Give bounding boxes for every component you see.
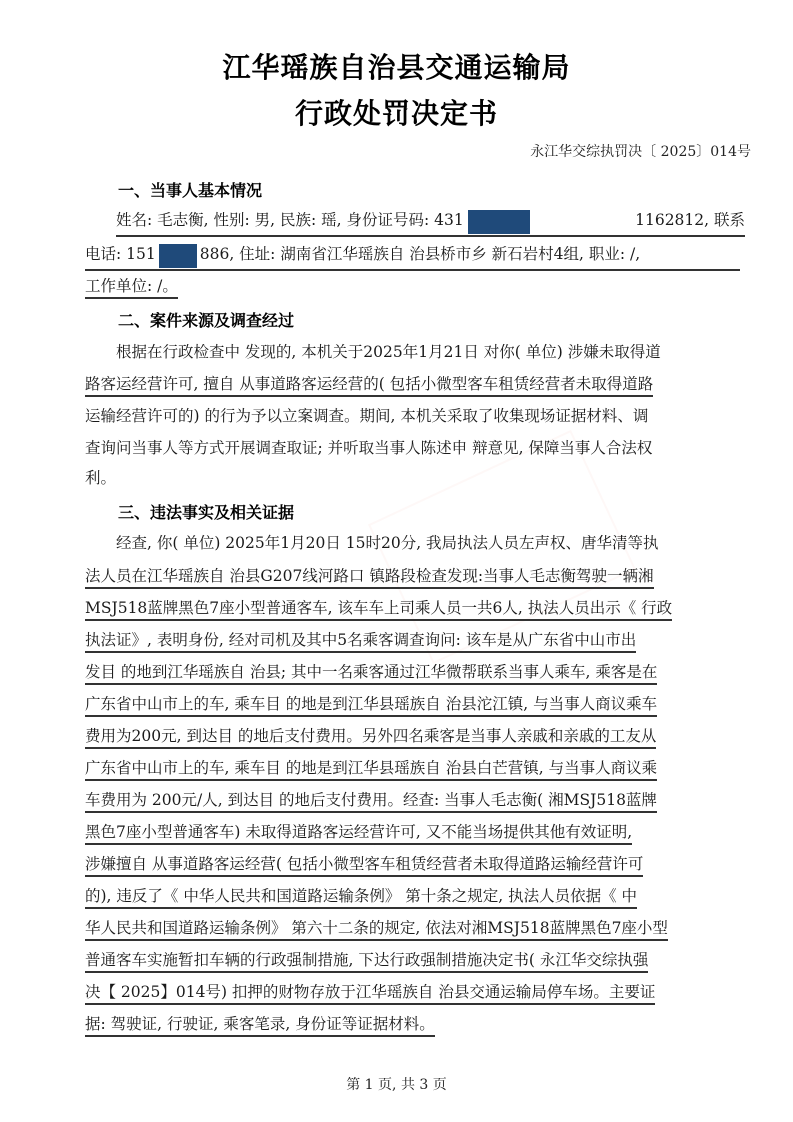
section-1-heading: 一、当事人基本情况 xyxy=(118,181,263,200)
facts-text: MSJ518蓝牌黑色7座小型普通客车, 该车车上司乘人员一共6人, 执法人员出示《 行政 xyxy=(85,598,672,621)
facts-text: 广东省中山市上的车, 乘车目 的地是到江华县瑶族自 治县沱江镇, 与当事人商议乘车 xyxy=(85,694,657,717)
facts-text: 法人员在江华瑶族自 治县G207线河路口 镇路段检查发现:当事人毛志衡驾驶一辆湘 xyxy=(85,566,654,589)
case-source-line xyxy=(85,406,745,426)
case-source-text: 查询问当事人等方式开展调查取证; 并听取当事人陈述申 辩意见, 保障当事人合法权 xyxy=(85,439,653,457)
facts-line xyxy=(85,854,745,877)
facts-text: 普通客车实施暂扣车辆的行政强制措施, 下达行政强制措施决定书( 永江华交综执强 xyxy=(85,950,648,973)
facts-text: 黑色7座小型普通客车) 未取得道路客运经营许可, 又不能当场提供其他有效证明, xyxy=(85,822,632,845)
facts-text: 广东省中山市上的车, 乘车目 的地是到江华县瑶族自 治县白芒营镇, 与当事人商议乘 xyxy=(85,758,657,781)
case-source-line xyxy=(116,342,745,362)
document-title: 行政处罚决定书 xyxy=(294,97,498,130)
facts-line xyxy=(85,918,745,941)
party-info-text: 电话: 151 xyxy=(85,244,156,271)
facts-line xyxy=(85,726,745,749)
party-info-line-3 xyxy=(85,276,745,299)
facts-text: 费用为200元, 到达目 的地后支付费用。另外四名乘客是当事人亲戚和亲戚的工友从 xyxy=(85,726,656,749)
facts-line xyxy=(85,662,745,685)
redaction-box xyxy=(159,244,197,268)
case-source-line xyxy=(85,374,745,397)
case-source-text: 根据在行政检查中 发现的, 本机关于2025年1月21日 对你( 单位) 涉嫌未取得道 xyxy=(116,343,661,361)
facts-text: 据: 驾驶证, 行驶证, 乘客笔录, 身份证等证据材料。 xyxy=(85,1014,435,1037)
facts-line xyxy=(85,950,745,973)
facts-text: 华人民共和国道路运输条例》 第六十二条的规定, 依法对湘MSJ518蓝牌黑色7座小型 xyxy=(85,918,668,941)
facts-line xyxy=(116,533,745,553)
case-source-line xyxy=(85,468,745,488)
case-source-line xyxy=(85,438,745,458)
facts-line xyxy=(85,982,745,1005)
facts-line xyxy=(85,630,745,653)
party-info-line-1 xyxy=(116,210,745,237)
facts-text: 发目 的地到江华瑶族自 治县; 其中一名乘客通过江华微帮联系当事人乘车, 乘客是在 xyxy=(85,662,657,685)
case-source-text: 路客运经营许可, 擅自 从事道路客运经营的( 包括小微型客车租赁经营者未取得道路 xyxy=(85,374,653,397)
party-info-text: 工作单位: /。 xyxy=(85,276,178,299)
redaction-wrap xyxy=(464,210,534,237)
facts-line xyxy=(85,790,745,813)
facts-text: 的), 违反了《 中华人民共和国道路运输条例》 第十条之规定, 执法人员依据《 中 xyxy=(85,886,637,909)
facts-line xyxy=(85,1014,745,1037)
facts-line xyxy=(85,822,745,845)
facts-line xyxy=(85,758,745,781)
case-source-text: 利。 xyxy=(85,469,117,487)
redaction-wrap xyxy=(156,244,200,271)
facts-line xyxy=(85,566,745,589)
section-2-heading: 二、案件来源及调查经过 xyxy=(118,311,295,330)
party-info-line-2 xyxy=(85,244,740,271)
page-indicator: 第 1 页, 共 3 页 xyxy=(346,1077,447,1093)
facts-line xyxy=(85,694,745,717)
party-info-text: 886, 住址: 湖南省江华瑶族自 治县桥市乡 新石岩村4组, 职业: /, xyxy=(200,244,740,271)
case-source-text: 运输经营许可的) 的行为予以立案调查。期间, 本机关采取了收集现场证据材料、调 xyxy=(85,407,649,425)
agency-title: 江华瑶族自治县交通运输局 xyxy=(222,51,571,84)
facts-text: 涉嫌擅自 从事道路客运经营( 包括小微型客车租赁经营者未取得道路运输经营许可 xyxy=(85,854,643,877)
facts-text: 经查, 你( 单位) 2025年1月20日 15时20分, 我局执法人员左声权、唐华清等执 xyxy=(116,534,659,552)
party-info-text: 姓名: 毛志衡, 性别: 男, 民族: 瑶, 身份证号码: 431 xyxy=(116,210,464,237)
party-info-text: 1162812, 联系 xyxy=(534,210,745,237)
facts-line xyxy=(85,598,745,621)
section-3-heading: 三、违法事实及相关证据 xyxy=(118,503,295,522)
document-number: 永江华交综执罚决〔 2025〕014号 xyxy=(530,144,751,160)
facts-line xyxy=(85,886,745,909)
facts-text: 决【 2025】014号) 扣押的财物存放于江华瑶族自 治县交通运输局停车场。主要证 xyxy=(85,982,655,1005)
facts-text: 执法证》, 表明身份, 经对司机及其中5名乘客调查询问: 该车是从广东省中山市出 xyxy=(85,630,636,653)
facts-text: 车费用为 200元/人, 到达目 的地后支付费用。经查: 当事人毛志衡( 湘MSJ518蓝牌 xyxy=(85,790,657,813)
redaction-box xyxy=(468,210,530,234)
